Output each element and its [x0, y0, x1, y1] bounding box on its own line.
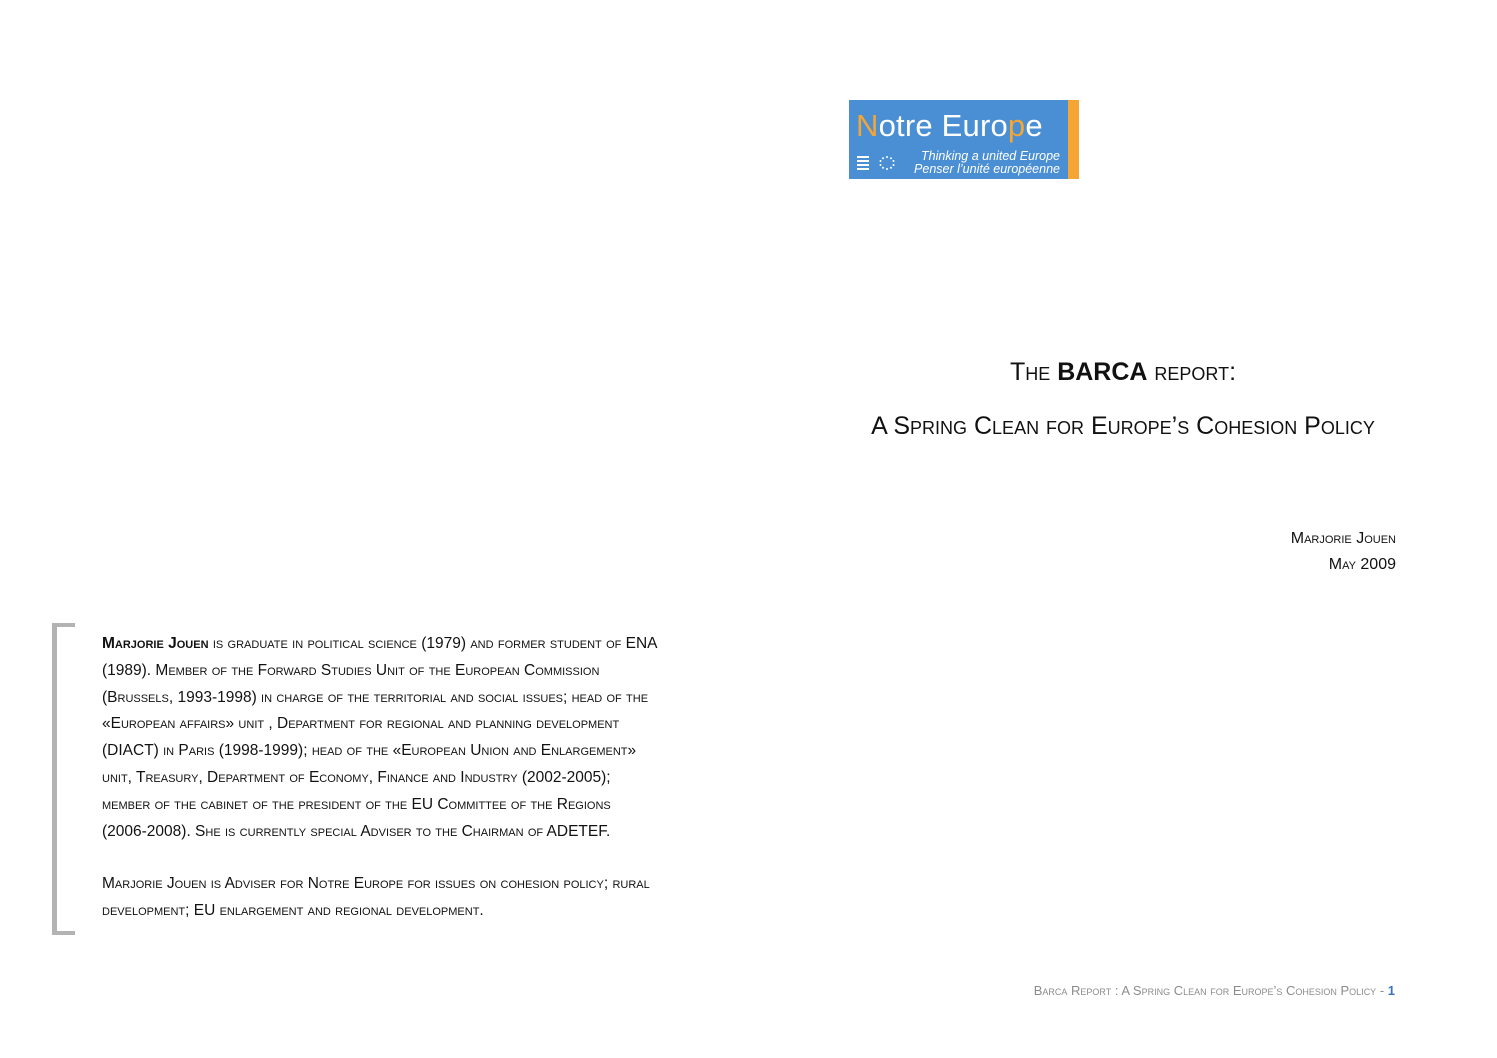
author-role: Marjorie Jouen is Adviser for Notre Europe for issues on cohesion policy; rural development; EU enlargement and regional development. [102, 875, 650, 919]
author-bio [102, 631, 657, 845]
logo-tagline [914, 150, 1060, 175]
page-footer: Barca Report : A Spring Clean for Europe’s Cohesion Policy - 1 [1033, 983, 1395, 998]
author-name: Marjorie Jouen [1290, 530, 1396, 547]
report-title: The BARCA report: [1009, 358, 1237, 386]
bio-author-name: Marjorie Jouen [102, 635, 209, 652]
footer-text: Barca Report : A Spring Clean for Europe’s Cohesion Policy [1033, 983, 1377, 998]
notre-europe-logo [849, 100, 1079, 179]
page-number: 1 [1387, 983, 1395, 998]
publication-date: May 2009 [1328, 556, 1396, 573]
bio-text: is graduate in political science (1979) and former student of ENA (1989). Member of the Forward Studies Unit of the European Commission (Brussels, 1993-1998) in charge of the territorial and social issues; head of the «European affairs» unit , Department for regional and planning development (DIACT) in Paris (1998-1999); head of the «European Union and Enlargement» unit, Treasury, Department of Economy, Finance and Industry (2002-2005); member of the cabinet of the president of the EU Committee of the Regions (2006-2008). She is currently special Adviser to the Chairman of ADETEF. [102, 635, 657, 840]
logo-tagline-fr: Penser l’unité européenne [914, 161, 1060, 176]
report-subtitle: A Spring Clean for Europe’s Cohesion Policy [871, 412, 1375, 440]
logo-wordmark: Notre Europe [856, 108, 1043, 143]
bio-bracket [52, 623, 75, 935]
author-date-block [1291, 526, 1396, 578]
logo-tagline-en: Thinking a united Europe [921, 149, 1060, 163]
logo-emblem-icon [857, 155, 899, 171]
